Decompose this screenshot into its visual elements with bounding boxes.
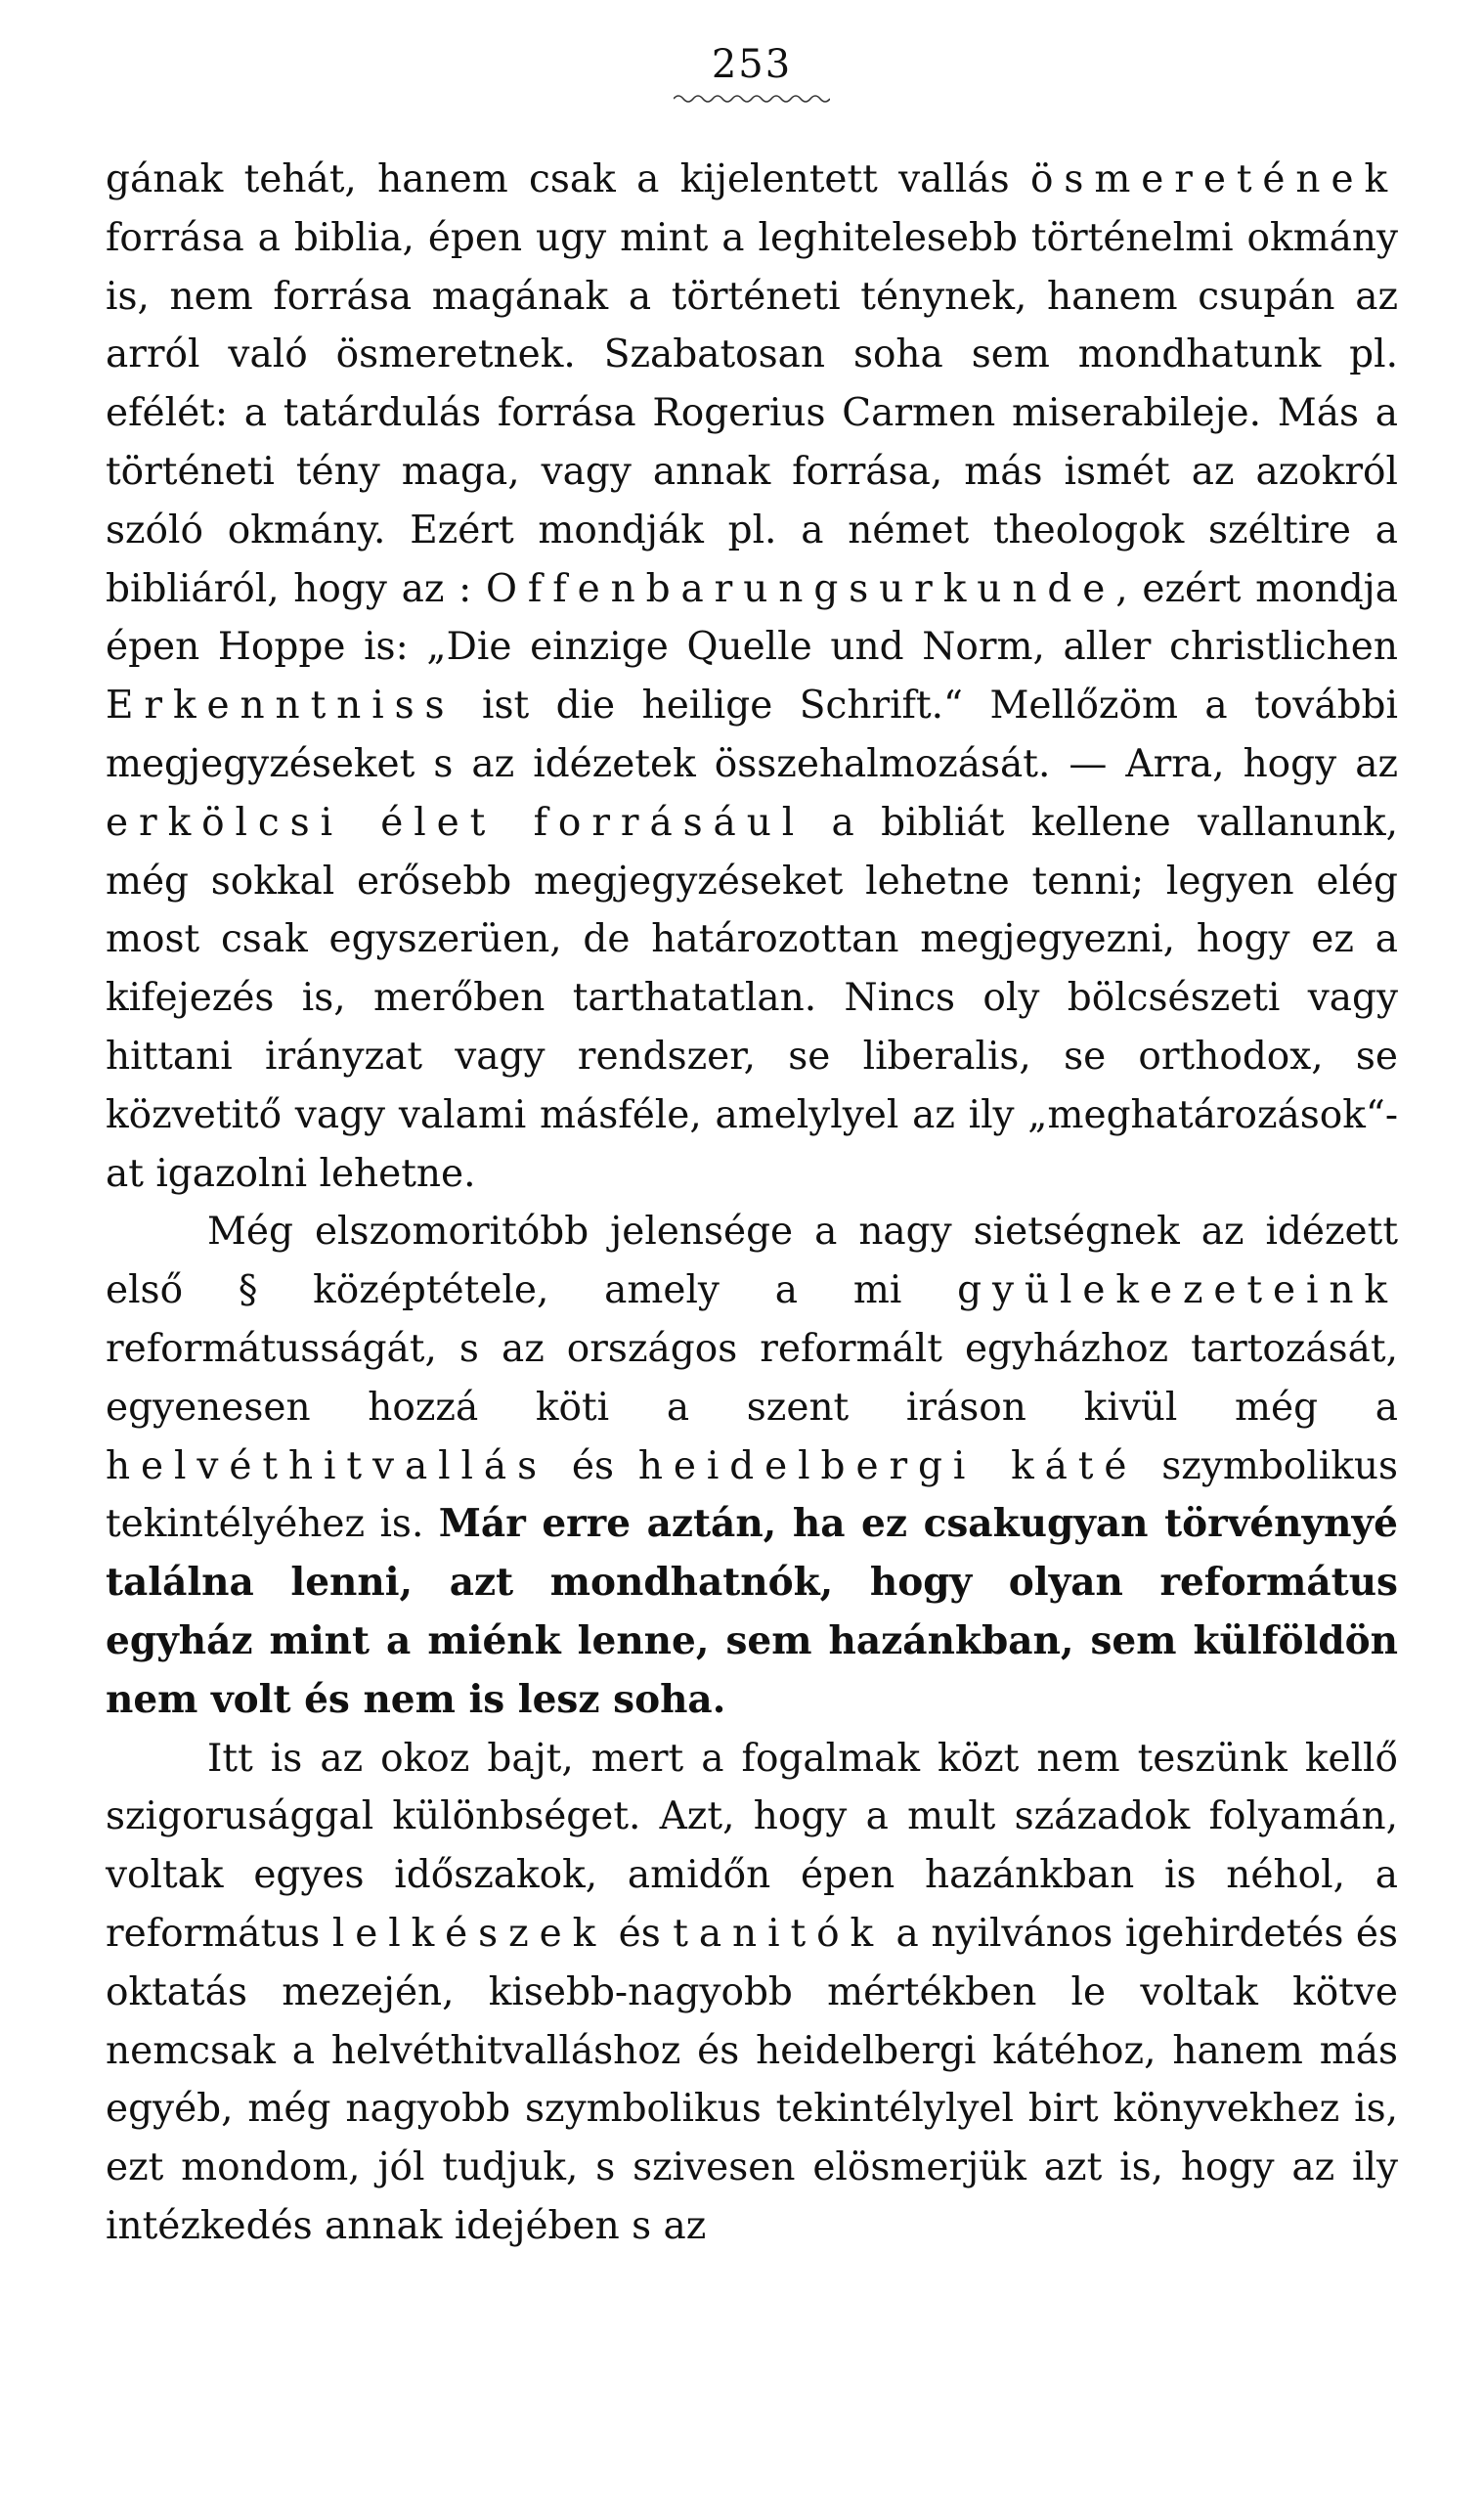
spaced-emphasis: erkölcsi élet forrásául: [106, 800, 806, 845]
text-run: reformátusságát, s az országos reformált egyházhoz tartozását, egyenesen hozzá köti a szent iráson kivül még a: [106, 1326, 1398, 1430]
body-text: [106, 151, 1398, 2256]
text-run: Még elszomoritóbb jelensége a nagy sietségnek az idézett első § középtétele, amely a mi: [106, 1210, 1398, 1313]
paragraph: [106, 1730, 1398, 2256]
page-number: 253: [711, 42, 793, 87]
text-run: a nyilvános igehirdetés és oktatás mezején, kisebb-nagyobb mértékben le voltak kötve nemcsak a helvéthitvalláshoz és heidelbergi kátéhoz, hanem más egyéb, még nagyobb szymbolikus tekintélylyel birt könyvekhez is, ezt mondom, jól tudjuk, s szivesen elösmerjük azt is, hogy az ily intézkedés annak idejében s az: [106, 1911, 1399, 2248]
spaced-emphasis: Erkenntniss: [106, 684, 456, 729]
wavy-rule-ornament: [674, 92, 830, 106]
spaced-emphasis: tanitók: [673, 1911, 885, 1956]
text-run: , ezért mondja épen Hoppe is: „Die einzige Quelle und Norm, aller christlichen: [106, 566, 1398, 670]
spaced-emphasis: lelkészek: [331, 1911, 607, 1956]
spaced-emphasis: gyülekezeteink: [957, 1268, 1398, 1313]
text-run: és: [547, 1443, 638, 1488]
text-run: gának tehát, hanem csak a kijelentett vallás: [106, 157, 1031, 201]
paragraph: [106, 151, 1398, 1203]
paragraph: [106, 1203, 1398, 1729]
spaced-emphasis: ösmeretének: [1030, 157, 1398, 201]
text-run: Itt is az okoz bajt, mert a fogalmak közt nem teszünk kellő szigorusággal különbséget. Azt, hogy a mult századok folyamán, voltak egyes időszakok, amidőn épen hazánkban is néhol, a református: [106, 1736, 1398, 1956]
text-run: ist die heilige Schrift.“ Mellőzöm a további megjegyzéseket s az idézetek összehalmozását. — Arra, hogy az: [106, 684, 1398, 786]
text-run: és: [606, 1911, 674, 1956]
bold-emphasis: Már erre aztán, ha ez csakugyan törvénynyé találna lenni, azt mondhatnók, hogy olyan református egyház mint a miénk lenne, sem hazánkban, sem külföldön nem volt és nem is lesz soha.: [106, 1501, 1398, 1722]
spaced-emphasis: heidelbergi káté: [637, 1443, 1138, 1488]
spaced-emphasis: helvéthitvallás: [106, 1443, 548, 1488]
text-run: szymbolikus tekintélyéhez is.: [106, 1443, 1398, 1547]
text-run: forrása a biblia, épen ugy mint a leghitelesebb történelmi okmány is, nem forrása magának a történeti ténynek, hanem csupán az arról való ösmeretnek. Szabatosan soha sem mondhatunk pl. efélét: a tatárdulás forrása Rogerius Carmen miserabileje. Más a történeti tény maga, vagy annak forrása, más ismét az azokról szóló okmány. Ezért mondják pl. a német theologok széltire a bibliáról, hogy az :: [106, 215, 1398, 611]
book-page: [106, 39, 1398, 2484]
spaced-emphasis: Offenbarungsurkunde: [485, 566, 1116, 611]
text-run: a bibliát kellene vallanunk, még sokkal erősebb megjegyzéseket lehetne tenni; legyen elég most csak egyszerüen, de határozottan megjegyezni, hogy ez a kifejezés is, merőben tarthatatlan. Nincs oly bölcsészeti vagy hittani irányzat vagy rendszer, se liberalis, se orthodox, se közvetitő vagy valami másféle, amelylyel az ily „meghatározások“-at igazolni lehetne.: [106, 800, 1398, 1196]
